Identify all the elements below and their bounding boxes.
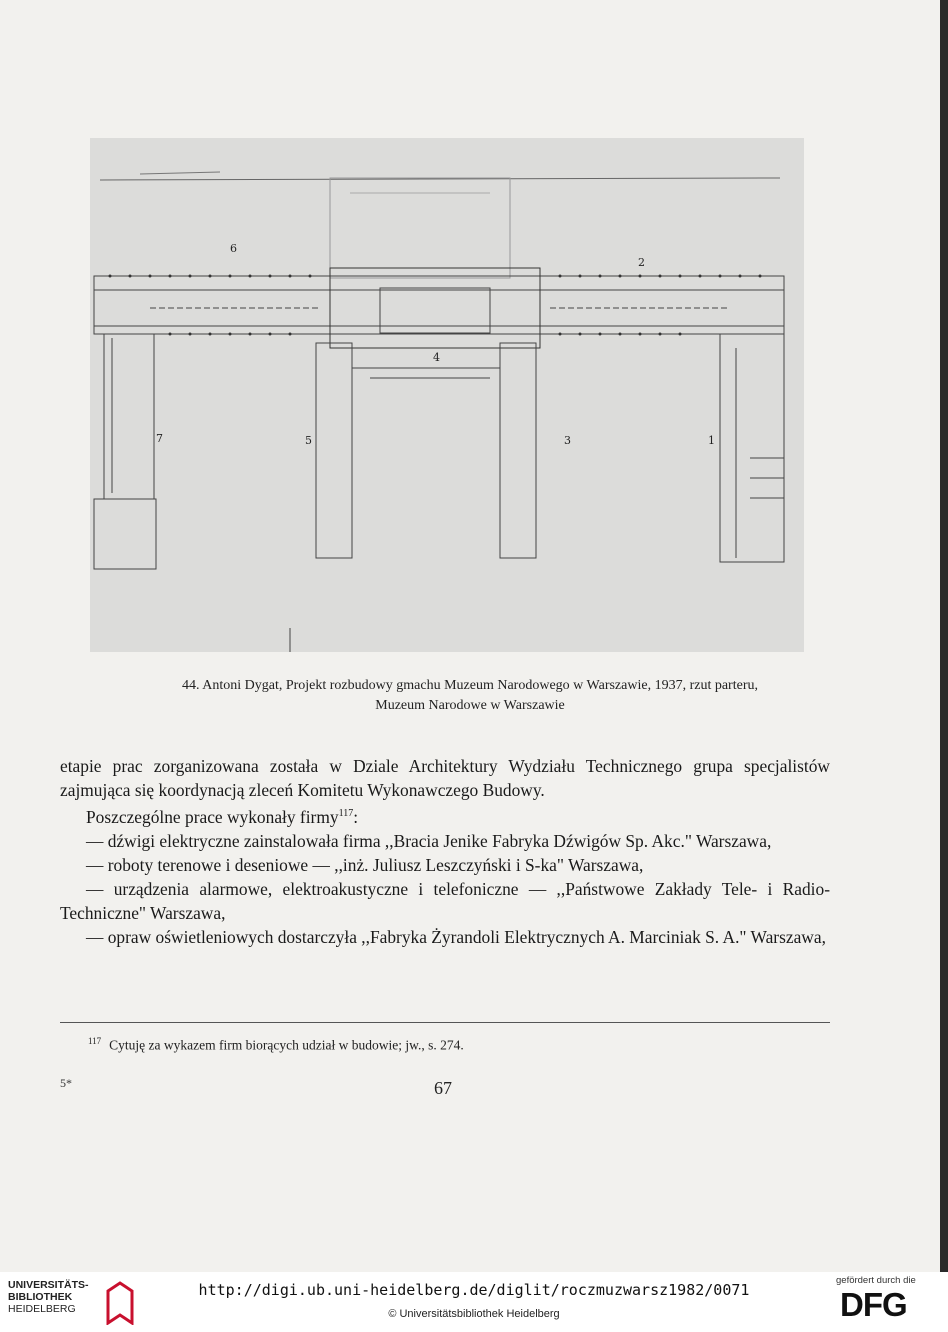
body-text: [60, 754, 830, 949]
paragraph-5: — urządzenia alarmowe, elektroakustyczne i telefoniczne — ,,Państwowe Zakłady Tele- i Radio-Techniczne" Warszawa,: [60, 878, 830, 923]
plan-label-5: 5: [305, 434, 312, 447]
permalink-url[interactable]: http://digi.ub.uni-heidelberg.de/diglit/roczmuzwarsz1982/0071: [198, 1281, 750, 1299]
footnote-divider: [60, 1022, 830, 1023]
floor-plan-drawing: [90, 138, 804, 652]
paragraph-2-text: Poszczególne prace wykonały firmy: [86, 806, 339, 827]
paragraph-4: — roboty terenowe i deseniowe — ,,inż. Juliusz Leszczyński i S-ka" Warszawa,: [86, 854, 644, 875]
funded-by-label: gefördert durch die: [836, 1275, 916, 1286]
dfg-logo[interactable]: DFG: [840, 1286, 907, 1323]
caption-line-1: 44. Antoni Dygat, Projekt rozbudowy gmachu Muzeum Narodowego w Warszawie, 1937, rzut parteru,: [182, 678, 758, 693]
paragraph-3: — dźwigi elektryczne zainstalowała firma ,,Bracia Jenike Fabryka Dźwigów Sp. Akc." Warszawa,: [86, 830, 772, 851]
plan-label-4: 4: [433, 351, 440, 364]
plan-label-7: 7: [156, 432, 163, 445]
copyright-notice: © Universitätsbibliothek Heidelberg: [388, 1308, 560, 1320]
floor-plan-figure: [90, 138, 804, 652]
page-number: 67: [434, 1078, 452, 1098]
library-line-3: HEIDELBERG: [8, 1303, 76, 1315]
footnote-ref: 117: [338, 808, 354, 819]
scan-edge: [940, 0, 948, 1272]
footnote: [88, 1036, 464, 1054]
paragraph-2: [60, 802, 830, 829]
plan-label-2: 2: [638, 256, 645, 269]
paragraph-6: — opraw oświetleniowych dostarczyła ,,Fabryka Żyrandoli Elektrycznych A. Marciniak S. A." Warszawa,: [86, 926, 826, 947]
footnote-text: Cytuję za wykazem firm biorących udział w budowie; jw., s. 274.: [109, 1037, 464, 1053]
caption-line-2: Muzeum Narodowe w Warszawie: [375, 698, 565, 713]
library-line-1: UNIVERSITÄTS-: [8, 1279, 89, 1291]
library-line-2: BIBLIOTHEK: [8, 1291, 73, 1303]
plan-label-6: 6: [230, 242, 237, 255]
paragraph-2-end: :: [353, 806, 359, 827]
footnote-number: 117: [88, 1036, 102, 1046]
figure-caption: [60, 676, 880, 716]
plan-label-3: 3: [564, 434, 571, 447]
signature-mark: 5*: [60, 1076, 72, 1090]
paragraph-1: etapie prac zorganizowana została w Dziale Architektury Wydziału Technicznego grupa specjalistów zajmująca się koordynacją zleceń Komitetu Wykonawczego Budowy.: [60, 756, 830, 800]
plan-label-1: 1: [708, 434, 715, 447]
